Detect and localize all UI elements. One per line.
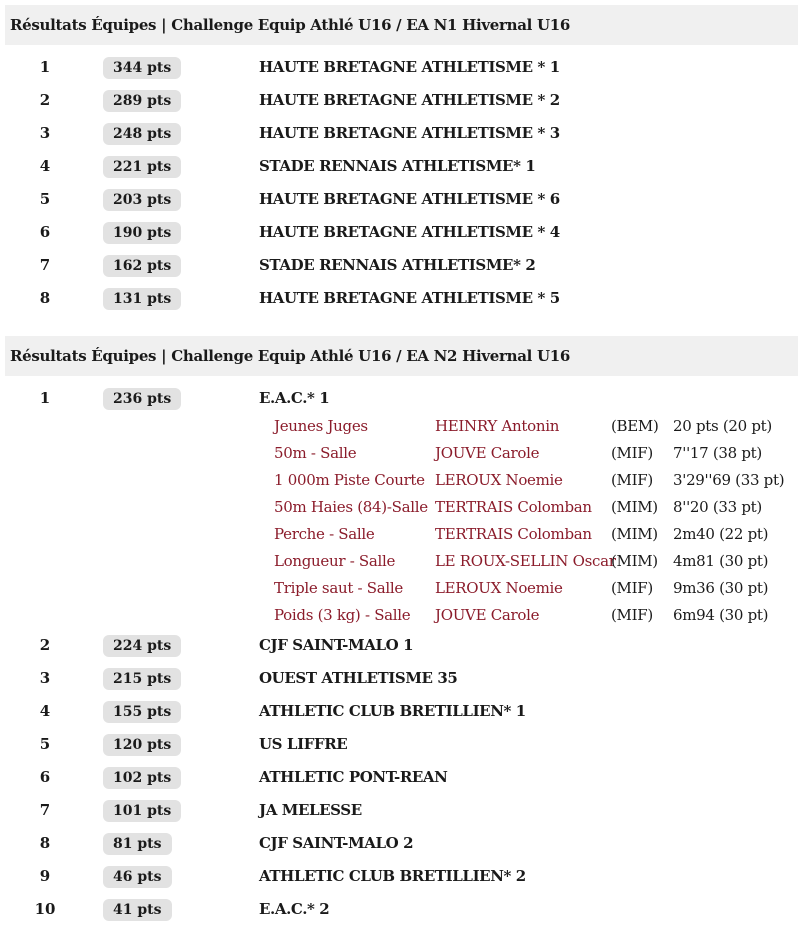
rank: 9	[39, 867, 51, 885]
athlete-name[interactable]: TERTRAIS Colomban	[435, 498, 592, 516]
team-row[interactable]	[0, 51, 798, 84]
athlete-category: (MIF)	[611, 606, 653, 624]
rank: 8	[39, 289, 51, 307]
team-row[interactable]	[0, 629, 798, 662]
team-row[interactable]	[0, 695, 798, 728]
rank: 7	[39, 801, 51, 819]
team-row[interactable]	[0, 860, 798, 893]
athlete-category: (MIM)	[611, 498, 658, 516]
points-badge: 120 pts	[103, 734, 181, 756]
team-name[interactable]: ATHLETIC PONT-REAN	[259, 768, 448, 786]
rank: 6	[39, 223, 51, 241]
athlete-category: (MIF)	[611, 579, 653, 597]
points-badge: 102 pts	[103, 767, 181, 789]
team-row[interactable]	[0, 893, 798, 926]
team-name[interactable]: HAUTE BRETAGNE ATHLETISME * 6	[259, 190, 560, 208]
detail-row	[0, 440, 798, 467]
team-row[interactable]	[0, 662, 798, 695]
team-name[interactable]: OUEST ATHLETISME 35	[259, 669, 458, 687]
points-badge: 289 pts	[103, 90, 181, 112]
detail-row	[0, 521, 798, 548]
rank: 1	[39, 58, 51, 76]
results-list-n1	[0, 51, 798, 315]
performance: 8''20 (33 pt)	[673, 498, 762, 516]
team-row[interactable]	[0, 249, 798, 282]
athlete-name[interactable]: LEROUX Noemie	[435, 579, 563, 597]
event-name[interactable]: 1 000m Piste Courte	[274, 471, 425, 489]
team-name[interactable]: STADE RENNAIS ATHLETISME* 1	[259, 157, 536, 175]
team-name[interactable]: HAUTE BRETAGNE ATHLETISME * 1	[259, 58, 560, 76]
team-name[interactable]: JA MELESSE	[259, 801, 362, 819]
performance: 7''17 (38 pt)	[673, 444, 762, 462]
section-header-n2	[5, 336, 798, 376]
detail-row	[0, 602, 798, 629]
team-row[interactable]	[0, 382, 798, 415]
team-name[interactable]: HAUTE BRETAGNE ATHLETISME * 3	[259, 124, 560, 142]
performance: 20 pts (20 pt)	[673, 417, 772, 435]
athlete-category: (BEM)	[611, 417, 659, 435]
points-badge: 344 pts	[103, 57, 181, 79]
performance: 6m94 (30 pt)	[673, 606, 769, 624]
points-badge: 41 pts	[103, 899, 172, 921]
event-name[interactable]: 50m Haies (84)-Salle	[274, 498, 428, 516]
team-name[interactable]: HAUTE BRETAGNE ATHLETISME * 4	[259, 223, 560, 241]
rank: 3	[39, 669, 51, 687]
athlete-name[interactable]: HEINRY Antonin	[435, 417, 560, 435]
performance: 3'29''69 (33 pt)	[673, 471, 785, 489]
performance: 2m40 (22 pt)	[673, 525, 769, 543]
team-name[interactable]: E.A.C.* 2	[259, 900, 330, 918]
points-badge: 190 pts	[103, 222, 181, 244]
team-row[interactable]	[0, 282, 798, 315]
athlete-name[interactable]: LEROUX Noemie	[435, 471, 563, 489]
section-title-n2: Résultats Équipes | Challenge Equip Athlé U16 / EA N2 Hivernal U16	[10, 347, 571, 365]
athlete-category: (MIM)	[611, 525, 658, 543]
performance: 9m36 (30 pt)	[673, 579, 769, 597]
event-name[interactable]: Longueur - Salle	[274, 552, 396, 570]
team-name[interactable]: E.A.C.* 1	[259, 389, 330, 407]
team-name[interactable]: ATHLETIC CLUB BRETILLIEN* 1	[259, 702, 526, 720]
team-name[interactable]: US LIFFRE	[259, 735, 348, 753]
team-row[interactable]	[0, 117, 798, 150]
points-badge: 101 pts	[103, 800, 181, 822]
team-row[interactable]	[0, 216, 798, 249]
points-badge: 81 pts	[103, 833, 172, 855]
team-detail-list	[0, 413, 798, 629]
section-header-n1	[5, 5, 798, 45]
points-badge: 248 pts	[103, 123, 181, 145]
team-row[interactable]	[0, 827, 798, 860]
rank: 10	[34, 900, 56, 918]
athlete-category: (MIF)	[611, 444, 653, 462]
team-name[interactable]: CJF SAINT-MALO 2	[259, 834, 414, 852]
team-row[interactable]	[0, 150, 798, 183]
team-name[interactable]: STADE RENNAIS ATHLETISME* 2	[259, 256, 536, 274]
rank: 3	[39, 124, 51, 142]
team-row[interactable]	[0, 183, 798, 216]
section-title-n1: Résultats Équipes | Challenge Equip Athlé U16 / EA N1 Hivernal U16	[10, 16, 571, 34]
rank: 6	[39, 768, 51, 786]
points-badge: 131 pts	[103, 288, 181, 310]
team-name[interactable]: CJF SAINT-MALO 1	[259, 636, 414, 654]
detail-row	[0, 467, 798, 494]
points-badge: 162 pts	[103, 255, 181, 277]
event-name[interactable]: 50m - Salle	[274, 444, 357, 462]
event-name[interactable]: Triple saut - Salle	[274, 579, 403, 597]
rank: 7	[39, 256, 51, 274]
athlete-name[interactable]: JOUVE Carole	[435, 444, 540, 462]
team-row[interactable]	[0, 728, 798, 761]
event-name[interactable]: Perche - Salle	[274, 525, 375, 543]
rank: 5	[39, 190, 51, 208]
athlete-category: (MIF)	[611, 471, 653, 489]
team-row[interactable]	[0, 84, 798, 117]
team-row[interactable]	[0, 761, 798, 794]
detail-row	[0, 494, 798, 521]
points-badge: 203 pts	[103, 189, 181, 211]
rank: 2	[39, 91, 51, 109]
athlete-name[interactable]: JOUVE Carole	[435, 606, 540, 624]
team-row[interactable]	[0, 794, 798, 827]
rank: 4	[39, 702, 51, 720]
points-badge: 236 pts	[103, 388, 181, 410]
points-badge: 155 pts	[103, 701, 181, 723]
rank: 2	[39, 636, 51, 654]
event-name[interactable]: Jeunes Juges	[274, 417, 368, 435]
points-badge: 224 pts	[103, 635, 181, 657]
results-list-n2	[0, 382, 798, 926]
athlete-name[interactable]: TERTRAIS Colomban	[435, 525, 592, 543]
athlete-name[interactable]: LE ROUX-SELLIN Oscar	[435, 552, 616, 570]
team-name[interactable]: ATHLETIC CLUB BRETILLIEN* 2	[259, 867, 526, 885]
rank: 5	[39, 735, 51, 753]
rank: 4	[39, 157, 51, 175]
detail-row	[0, 413, 798, 440]
points-badge: 46 pts	[103, 866, 172, 888]
detail-row	[0, 548, 798, 575]
detail-row	[0, 575, 798, 602]
rank: 8	[39, 834, 51, 852]
team-name[interactable]: HAUTE BRETAGNE ATHLETISME * 5	[259, 289, 560, 307]
athlete-category: (MIM)	[611, 552, 658, 570]
event-name[interactable]: Poids (3 kg) - Salle	[274, 606, 411, 624]
points-badge: 215 pts	[103, 668, 181, 690]
performance: 4m81 (30 pt)	[673, 552, 769, 570]
rank: 1	[39, 389, 51, 407]
points-badge: 221 pts	[103, 156, 181, 178]
team-name[interactable]: HAUTE BRETAGNE ATHLETISME * 2	[259, 91, 560, 109]
